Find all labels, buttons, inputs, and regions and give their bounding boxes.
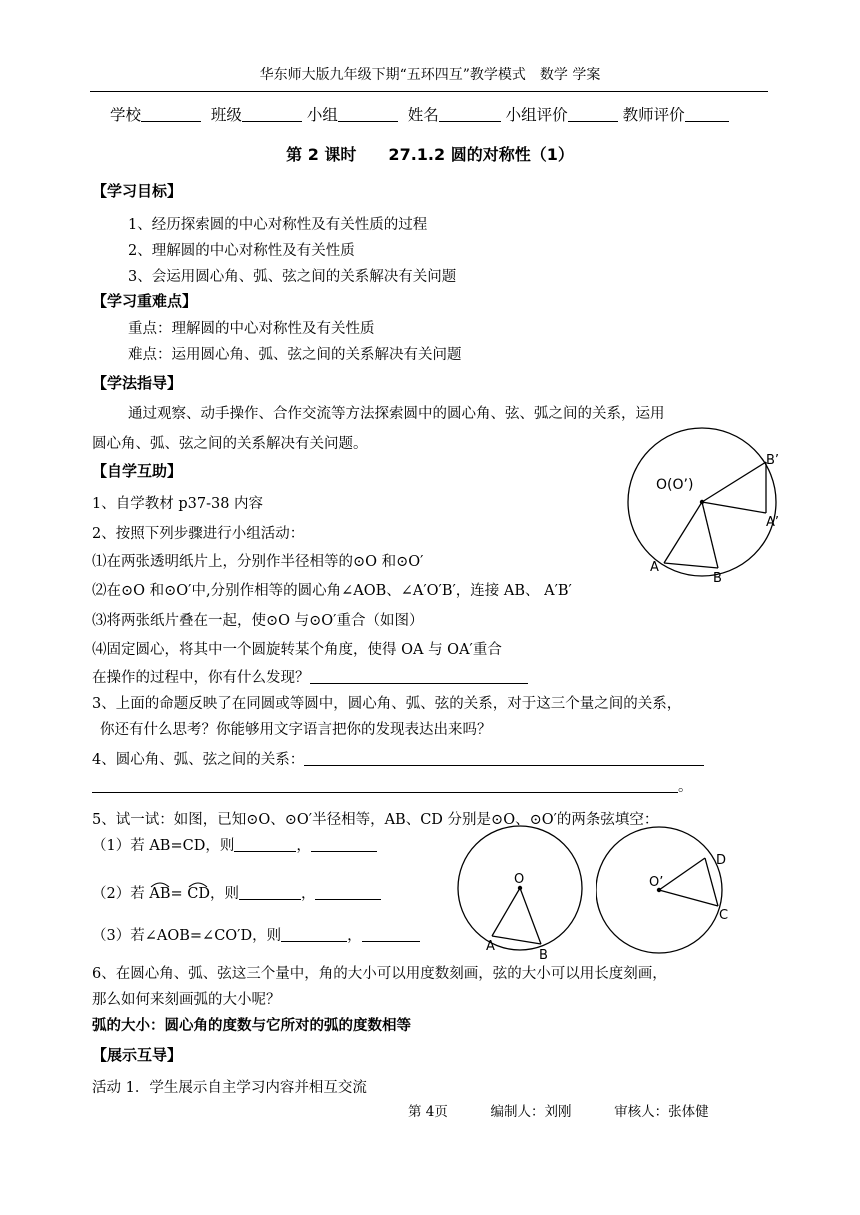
found-question [92, 666, 528, 687]
method-text-line1: 通过观察、动手操作、合作交流等方法探索圆中的圆心角、弦、弧之间的关系，运用 [128, 406, 665, 422]
q2-blank-a[interactable] [239, 885, 301, 900]
activity-1: 活动 1．学生展示自主学习内容并相互交流 [92, 1080, 367, 1096]
point-b-label: B [539, 948, 548, 963]
radius-od [659, 858, 705, 890]
name-label: 姓名 [407, 106, 439, 124]
group-blank[interactable] [338, 106, 398, 122]
page-number: 第 4页 [408, 1104, 448, 1120]
class-blank[interactable] [242, 106, 302, 122]
document-header: 华东师大版九年级下期“五环四互”教学模式 数学 学案 [259, 67, 601, 83]
self-study-heading: 【自学互助】 [92, 462, 183, 480]
group-eval-label: 小组评价 [505, 106, 568, 124]
step-4: ⑷固定圆心，将其中一个圆旋转某个角度，使得 OA 与 OA′重合 [92, 642, 502, 658]
center-point [700, 500, 704, 504]
difficult-point: 难点：运用圆心角、弧、弦之间的关系解决有关问题 [128, 347, 462, 363]
name-blank[interactable] [439, 106, 501, 122]
school-blank[interactable] [141, 106, 201, 122]
point-d-label: D [716, 853, 727, 868]
student-info-line [110, 103, 729, 125]
goal-item: 3、会运用圆心角、弧、弦之间的关系解决有关问题 [128, 269, 457, 285]
step-3: ⑶将两张纸片叠在一起，使⊙O 与⊙O′重合（如图） [92, 613, 424, 629]
radius-oc [659, 890, 718, 906]
q2-eq: = [170, 886, 183, 902]
q1-blank-a[interactable] [234, 837, 296, 852]
q1-blank-b[interactable] [311, 837, 377, 852]
radius-oa-prime [702, 502, 766, 513]
center-label: O(O’) [656, 477, 694, 493]
point-a-label: A [486, 939, 495, 954]
q2-blank-b[interactable] [315, 885, 381, 900]
found-blank[interactable] [310, 669, 528, 684]
step-1: ⑴在两张透明纸片上，分别作半径相等的⊙O 和⊙O′ [92, 554, 424, 570]
point-c-label: C [719, 908, 729, 923]
step-2: ⑵在⊙O 和⊙O′中,分别作相等的圆心角∠AOB、∠A′O′B′，连接 AB、 A′B′ [92, 583, 572, 599]
teacher-eval-label: 教师评价 [622, 106, 685, 124]
figure-circle-o [455, 820, 585, 965]
q2-text: （2）若 [92, 886, 145, 902]
method-heading: 【学法指导】 [92, 374, 183, 392]
arc-symbol-icon [187, 880, 209, 888]
point-b-label: B [713, 571, 722, 586]
teacher-eval-blank[interactable] [685, 106, 729, 122]
radius-ob [702, 502, 718, 568]
footer [408, 1100, 709, 1120]
goal-item: 2、理解圆的中心对称性及有关性质 [128, 243, 355, 259]
arc-size-answer: 圆心角的度数与它所对的弧的度数相等 [164, 1018, 411, 1034]
question-2 [92, 882, 381, 903]
arc-cd: CD [187, 886, 210, 902]
header-divider [90, 91, 768, 92]
question-3 [92, 924, 420, 945]
method-text-line2: 圆心角、弧、弦之间的关系解决有关问题。 [92, 436, 368, 452]
group-eval-blank[interactable] [568, 106, 618, 122]
radius-oa [492, 888, 520, 936]
key-point: 重点：理解圆的中心对称性及有关性质 [128, 321, 375, 337]
item4-text: 4、圆心角、弧、弦之间的关系： [92, 752, 305, 768]
q3-comma: ， [347, 928, 362, 944]
show-heading: 【展示互导】 [92, 1046, 183, 1064]
arc-ab: AB [149, 886, 170, 902]
point-a-prime-label: A’ [766, 515, 780, 530]
radius-ob-prime [702, 462, 766, 502]
group-label: 小组 [306, 106, 338, 124]
arc-size-line [92, 1014, 411, 1035]
item6-line2: 那么如何来刻画弧的大小呢？ [92, 992, 281, 1008]
figure-circle-o-prime [596, 820, 746, 960]
q1-comma: ， [296, 838, 311, 854]
center-label: O’ [649, 875, 664, 890]
q3-blank-b[interactable] [362, 927, 420, 942]
arc-symbol-icon [149, 880, 171, 888]
q3-text: （3）若∠AOB=∠CO′D，则 [92, 928, 282, 944]
chord-ab [664, 563, 718, 568]
question-1 [92, 834, 377, 855]
q1-text: （1）若 AB=CD，则 [92, 838, 235, 854]
center-label: O [514, 872, 525, 887]
item3-line2: 你还有什么思考？你能够用文字语言把你的发现表达出来吗？ [100, 722, 492, 738]
school-label: 学校 [110, 106, 142, 124]
relation-blank-1[interactable] [304, 751, 704, 766]
lesson-title: 第 2 课时 27.1.2 圆的对称性（1） [286, 145, 574, 164]
point-b-prime-label: B’ [766, 453, 780, 468]
class-label: 班级 [210, 106, 242, 124]
q2-comma: ， [300, 886, 316, 902]
q2-then: ，则 [209, 886, 239, 902]
radius-ob [520, 888, 541, 944]
found-question-text: 在操作的过程中，你有什么发现？ [92, 670, 310, 686]
item4-relation [92, 748, 704, 769]
arc-size-label: 弧的大小： [92, 1018, 165, 1034]
q3-blank-a[interactable] [281, 927, 347, 942]
relation-period: 。 [678, 779, 693, 795]
self-study-item2: 2、按照下列步骤进行小组活动： [92, 526, 305, 542]
key-heading: 【学习重难点】 [92, 292, 198, 310]
item6-line1: 6、在圆心角、弧、弦这三个量中，角的大小可以用度数刻画，弦的大小可以用长度刻画， [92, 966, 667, 982]
goals-heading: 【学习目标】 [92, 182, 183, 200]
chord-ab [492, 936, 541, 944]
item5-text: 5、试一试：如图，已知⊙O、⊙O′半径相等，AB、CD 分别是⊙O、⊙O′的两条弦填空： [92, 812, 659, 828]
goal-item: 1、经历探索圆的中心对称性及有关性质的过程 [128, 217, 428, 233]
radius-oa [664, 502, 702, 563]
self-study-item1: 1、自学教材 p37-38 内容 [92, 496, 264, 512]
item3-line1: 3、上面的命题反映了在同圆或等圆中，圆心角、弧、弦的关系，对于这三个量之间的关系， [92, 696, 682, 712]
editor: 编制人：刘刚 [490, 1104, 572, 1120]
reviewer: 审核人：张体健 [614, 1104, 709, 1120]
point-a-label: A [650, 560, 659, 575]
relation-blank-2[interactable] [92, 778, 678, 793]
figure-overlapped-circles [620, 425, 790, 590]
relation-line2 [92, 775, 693, 796]
